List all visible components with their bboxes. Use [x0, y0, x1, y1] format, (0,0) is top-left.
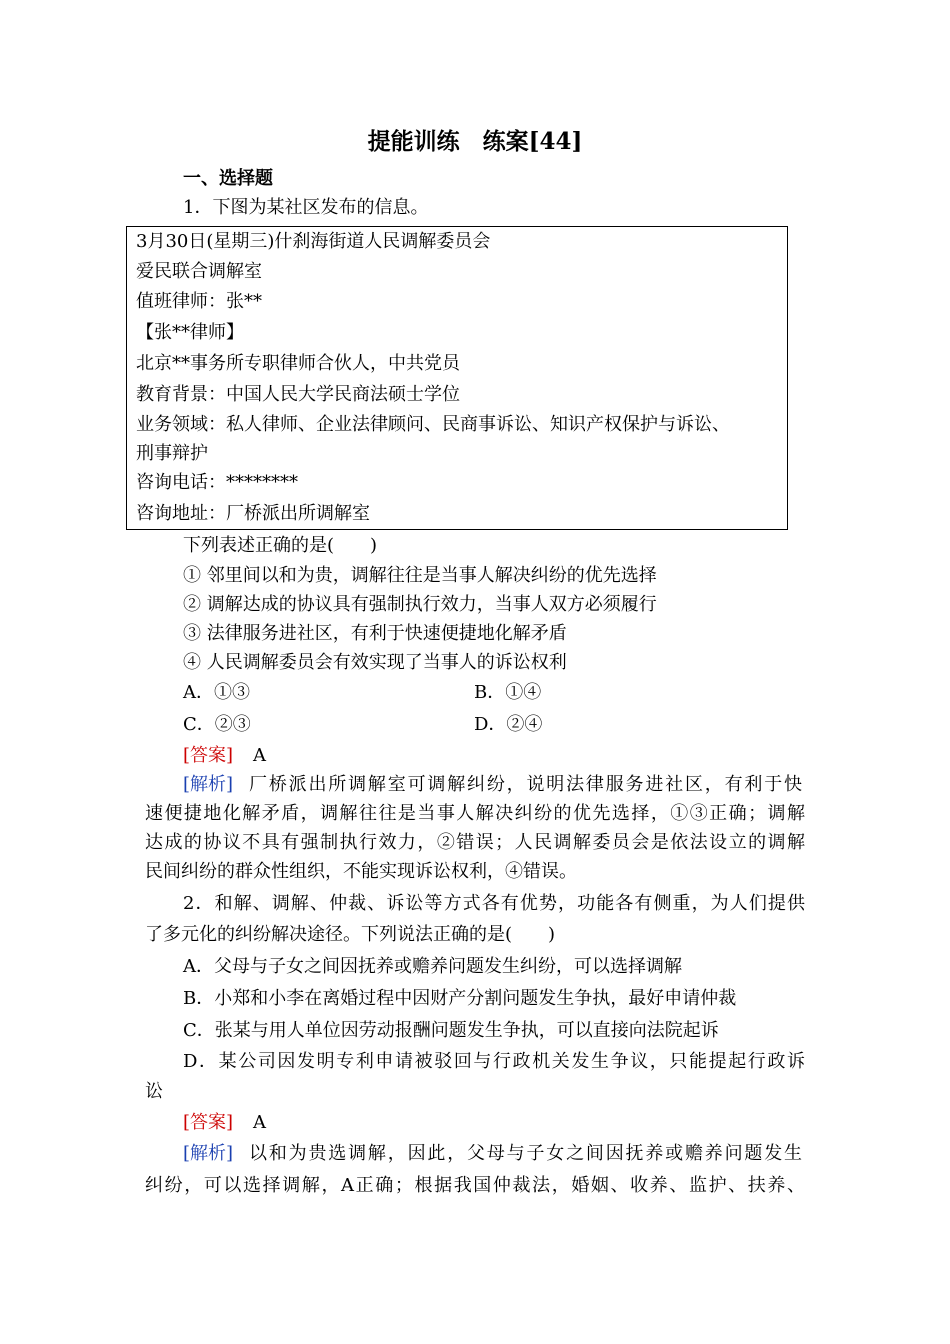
notice-line: 教育背景：中国人民大学民商法硕士学位	[136, 384, 460, 405]
q2-option-c: C．张某与用人单位因劳动报酬问题发生争执，可以直接向法院起诉	[183, 1020, 719, 1041]
explain-tag: [解析]	[183, 774, 234, 795]
explain-2-line	[183, 1143, 802, 1165]
explain-text: 厂桥派出所调解室可调解纠纷，说明法律服务进社区，有利于快	[249, 774, 803, 795]
explain-tag: [解析]	[183, 1143, 234, 1164]
statement-3: ③ 法律服务进社区，有利于快速便捷地化解矛盾	[183, 623, 567, 644]
statement-2: ② 调解达成的协议具有强制执行效力，当事人双方必须履行	[183, 594, 657, 615]
q2-option-b: B．小郑和小李在离婚过程中因财产分割问题发生争执，最好申请仲裁	[183, 988, 737, 1009]
statement-1: ① 邻里间以和为贵，调解往往是当事人解决纠纷的优先选择	[183, 565, 657, 586]
option-d: D．②④	[474, 714, 543, 735]
question-1-stem: 1．下图为某社区发布的信息。	[183, 197, 429, 218]
notice-line: 业务领域：私人律师、企业法律顾问、民商事诉讼、知识产权保护与诉讼、	[136, 414, 730, 435]
option-a: A．①③	[183, 682, 250, 703]
explain-1-line: 达成的协议不具有强制执行效力，②错误；人民调解委员会是依法设立的调解	[145, 832, 805, 853]
answer-value: A	[253, 1112, 267, 1133]
explain-1-line: 民间纠纷的群众性组织，不能实现诉讼权利，④错误。	[145, 861, 577, 882]
question-2-stem: 了多元化的纠纷解决途径。下列说法正确的是( )	[145, 924, 556, 945]
answer-1	[183, 745, 266, 767]
explain-1-line	[183, 774, 802, 796]
q2-option-d-continued: 讼	[145, 1081, 163, 1102]
option-b: B．①④	[474, 682, 542, 703]
q2-option-a: A．父母与子女之间因抚养或赡养问题发生纠纷，可以选择调解	[183, 956, 682, 977]
notice-line: 【张**律师】	[136, 322, 244, 343]
notice-line: 3月30日(星期三)什刹海街道人民调解委员会	[136, 231, 491, 252]
explain-text: 以和为贵选调解，因此，父母与子女之间因抚养或赡养问题发生	[249, 1143, 803, 1164]
notice-line: 咨询电话：********	[136, 472, 298, 493]
notice-line: 爱民联合调解室	[136, 261, 262, 282]
notice-line: 刑事辩护	[136, 443, 208, 464]
notice-line: 北京**事务所专职律师合伙人，中共党员	[136, 353, 460, 374]
option-c: C．②③	[183, 714, 251, 735]
explain-1-line: 速便捷地化解矛盾，调解往往是当事人解决纠纷的优先选择，①③正确；调解	[145, 803, 805, 824]
section-heading: 一、选择题	[183, 168, 273, 189]
answer-tag: [答案]	[183, 745, 234, 766]
notice-line: 值班律师：张**	[136, 291, 262, 312]
page-title: 提能训练 练案[44]	[367, 128, 583, 155]
answer-2	[183, 1112, 266, 1134]
statement-4: ④ 人民调解委员会有效实现了当事人的诉讼权利	[183, 652, 567, 673]
question-1-prompt: 下列表述正确的是( )	[183, 535, 378, 556]
answer-value: A	[253, 745, 267, 766]
question-2-stem: 2．和解、调解、仲裁、诉讼等方式各有优势，功能各有侧重，为人们提供	[183, 893, 805, 914]
notice-line: 咨询地址：厂桥派出所调解室	[136, 503, 370, 524]
answer-tag: [答案]	[183, 1112, 234, 1133]
explain-2-line: 纠纷，可以选择调解，A正确；根据我国仲裁法，婚姻、收养、监护、扶养、	[145, 1175, 805, 1196]
q2-option-d: D．某公司因发明专利申请被驳回与行政机关发生争议，只能提起行政诉	[183, 1051, 805, 1072]
